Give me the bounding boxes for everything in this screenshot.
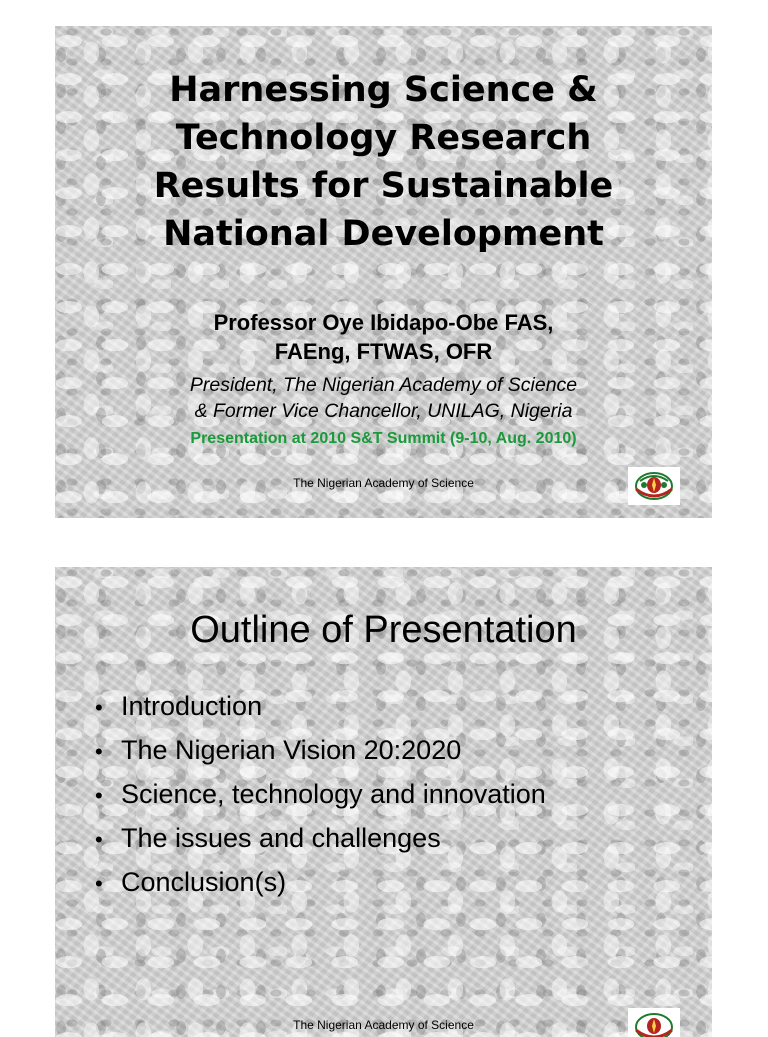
title-line: Results for Sustainable bbox=[153, 166, 614, 206]
role-line: President, The Nigerian Academy of Science bbox=[189, 374, 578, 396]
list-item bbox=[95, 861, 546, 905]
presenter-role bbox=[55, 372, 712, 424]
event-line: Presentation at 2010 S&T Summit (9-10, Aug. 2010) bbox=[190, 430, 577, 447]
outline-list bbox=[95, 685, 546, 905]
title-line: Technology Research bbox=[175, 118, 592, 158]
bullet-icon: • bbox=[95, 783, 103, 808]
slide-title bbox=[55, 26, 712, 518]
list-item-text: The Nigerian Vision 20:2020 bbox=[121, 735, 462, 765]
slide-outline bbox=[55, 567, 712, 1037]
slide-footer: The Nigerian Academy of Science bbox=[293, 476, 474, 490]
title-line: Harnessing Science & bbox=[169, 70, 598, 110]
slide-outline-heading: Outline of Presentation bbox=[190, 609, 577, 651]
list-item bbox=[95, 817, 546, 861]
slide-footer: The Nigerian Academy of Science bbox=[293, 1018, 474, 1032]
list-item-text: Introduction bbox=[121, 691, 263, 721]
bullet-icon: • bbox=[95, 739, 103, 764]
bullet-icon: • bbox=[95, 827, 103, 852]
bullet-icon: • bbox=[95, 695, 103, 720]
role-line: & Former Vice Chancellor, UNILAG, Nigeria bbox=[194, 400, 573, 422]
author-line: Professor Oye Ibidapo-Obe FAS, bbox=[213, 310, 554, 335]
list-item bbox=[95, 773, 546, 817]
list-item-text: Conclusion(s) bbox=[121, 867, 287, 897]
list-item bbox=[95, 685, 546, 729]
academy-crest-icon bbox=[628, 1008, 680, 1037]
presenter-name bbox=[55, 308, 712, 366]
slide-title-heading bbox=[55, 66, 712, 258]
title-line: National Development bbox=[163, 214, 604, 254]
list-item bbox=[95, 729, 546, 773]
list-item-text: Science, technology and innovation bbox=[121, 779, 546, 809]
bullet-icon: • bbox=[95, 871, 103, 896]
list-item-text: The issues and challenges bbox=[121, 823, 441, 853]
author-line: FAEng, FTWAS, OFR bbox=[274, 339, 493, 364]
academy-crest-icon bbox=[628, 467, 680, 505]
